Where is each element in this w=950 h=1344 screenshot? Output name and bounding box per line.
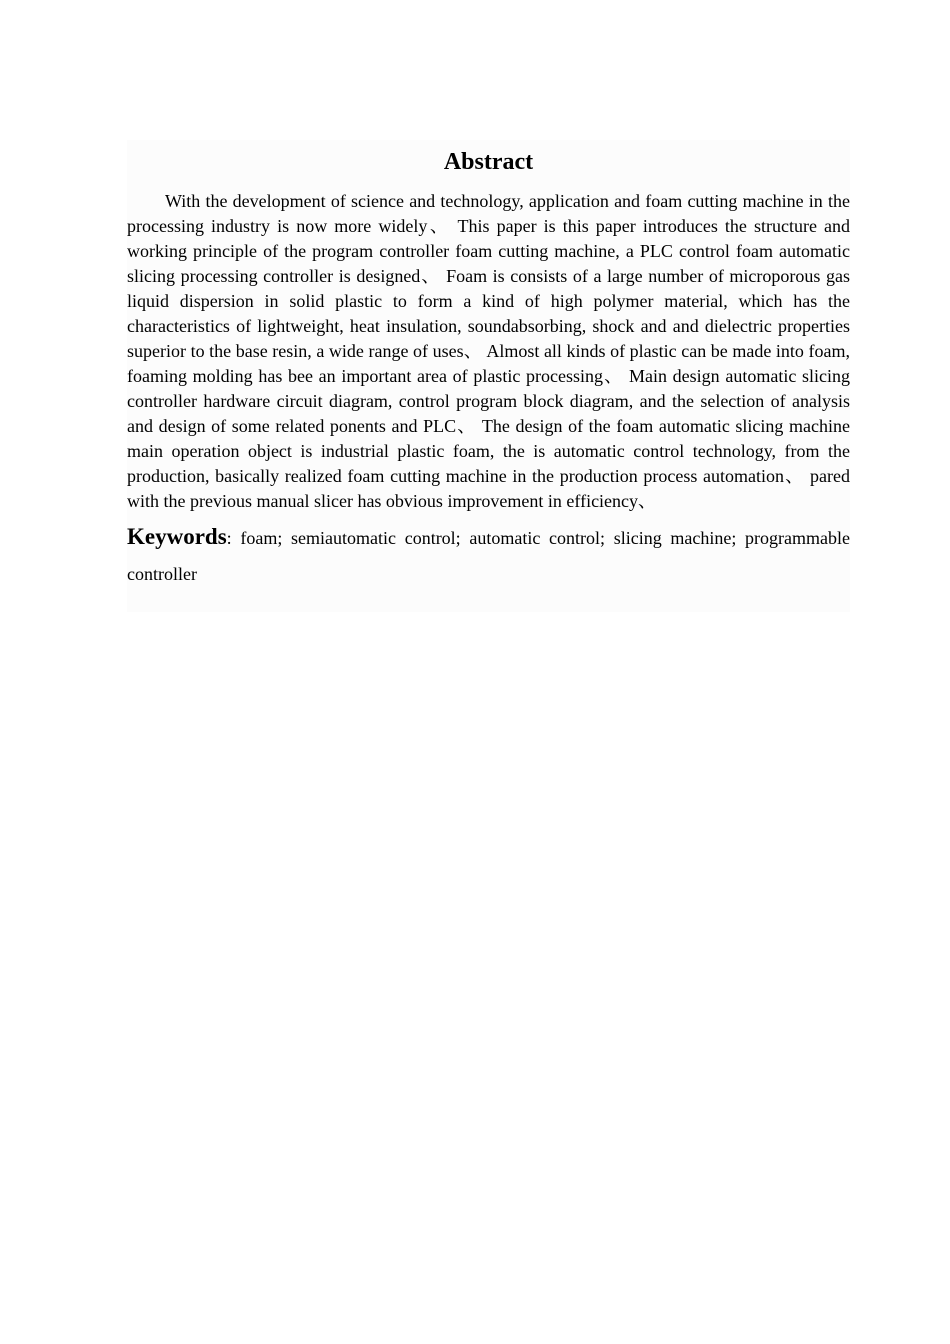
abstract-title: Abstract	[443, 149, 534, 175]
abstract-body: With the development of science and technology, application and foam cutting machine in the processing industry is now more widely、 This paper is this paper introduces the structure and working principle of the program controller foam cutting machine, a PLC control foam automatic slicing processing controller is designed、 Foam is consists of a large number of microporous gas liquid dispersion in solid plastic to form a kind of high polymer material, which has the characteristics of lightweight, heat insulation, soundabsorbing, shock and and dielectric properties superior to the base resin, a wide range of uses、 Almost all kinds of plastic can be made into foam, foaming molding has bee an important area of plastic processing、 Main design automatic slicing controller hardware circuit diagram, control program block diagram, and the selection of analysis and design of some related ponents and PLC、 The design of the foam automatic slicing machine main operation object is industrial plastic foam, the is automatic control technology, from the production, basically realized foam cutting machine in the production process automation、 pared with the previous manual slicer has obvious improvement in efficiency、	[127, 191, 850, 511]
abstract-section	[127, 140, 850, 612]
keywords-line	[127, 519, 850, 592]
keywords-label: Keywords	[127, 524, 227, 549]
keywords-separator: :	[226, 528, 232, 548]
keywords-list: foam; semiautomatic control; automatic control; slicing machine; programmable controller	[127, 528, 850, 584]
